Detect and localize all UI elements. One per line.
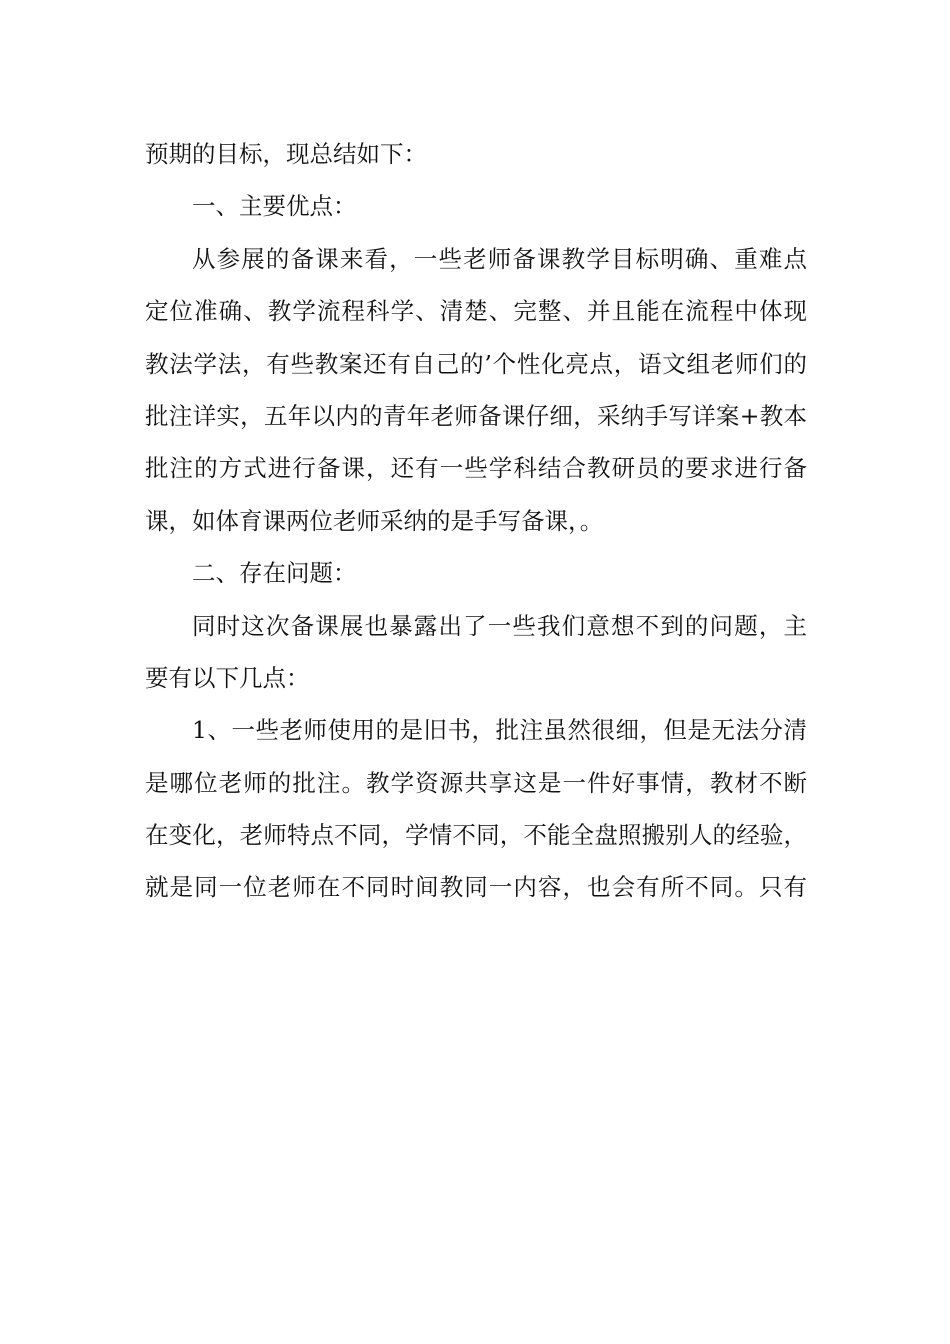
- paragraph-line: 批注详实，五年以内的青年老师备课仔细，采纳手写详案+教本: [145, 401, 807, 430]
- paragraph-line: 教法学法，有些教案还有自己的’个性化亮点，语文组老师们的: [145, 349, 807, 378]
- paragraph-line: 在变化，老师特点不同，学情不同，不能全盘照搬别人的经验，: [145, 821, 807, 850]
- paragraph-line: 预期的目标，现总结如下：: [145, 140, 427, 168]
- paragraph-line: 同时这次备课展也暴露出了一些我们意想不到的问题，主: [192, 611, 807, 640]
- paragraph-line: 批注的方式进行备课，还有一些学科结合教研员的要求进行备: [145, 454, 807, 483]
- paragraph-line: 课，如体育课两位老师采纳的是手写备课，。: [145, 506, 604, 535]
- paragraph-line: 1、一些老师使用的是旧书，批注虽然很细，但是无法分清: [192, 716, 807, 745]
- paragraph-line: 从参展的备课来看，一些老师备课教学目标明确、重难点: [192, 244, 807, 273]
- document-body: [145, 128, 807, 914]
- paragraph-line: 就是同一位老师在不同时间教同一内容，也会有所不同。只有: [145, 873, 807, 902]
- paragraph-line: 是哪位老师的批注。教学资源共享这是一件好事情，教材不断: [145, 768, 807, 797]
- paragraph-line: 定位准确、教学流程科学、清楚、完整、并且能在流程中体现: [145, 297, 807, 326]
- section-heading-advantages: 一、主要优点：: [192, 192, 357, 221]
- paragraph-line: 要有以下几点：: [145, 663, 310, 692]
- section-heading-problems: 二、存在问题：: [192, 559, 357, 588]
